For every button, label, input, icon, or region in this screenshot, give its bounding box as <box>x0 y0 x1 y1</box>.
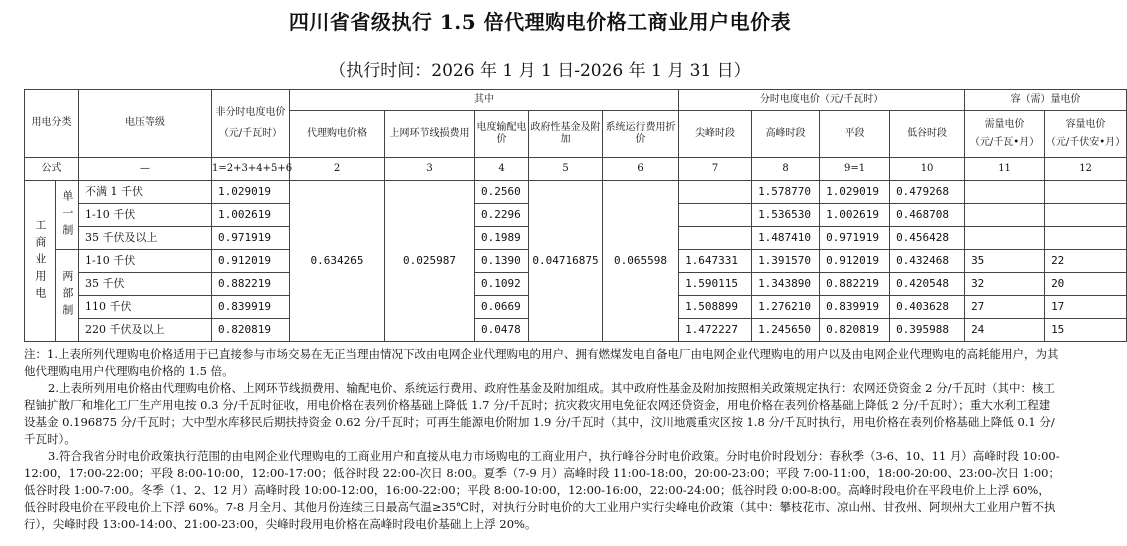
two-part-label: 两部制 <box>56 250 79 342</box>
group-label: 工商业用电 <box>25 181 56 342</box>
gov-fund-cell: 0.04716875 <box>529 181 603 342</box>
header-non-tou-unit: （元/千瓦时） <box>218 127 283 139</box>
single-part-label: 单一制 <box>56 181 79 250</box>
capacity-cell: 20 <box>1045 273 1127 296</box>
formula-c8: 8 <box>752 158 820 181</box>
notes-section <box>24 346 1060 533</box>
header-peak: 高峰时段 <box>752 111 820 158</box>
header-demand-unit: （元/千瓦•月） <box>969 137 1040 148</box>
formula-dash: — <box>79 158 212 181</box>
demand-cell <box>965 181 1045 204</box>
non-tou-cell: 0.971919 <box>212 227 290 250</box>
sharp-cell <box>679 204 752 227</box>
transmission-cell: 0.025987 <box>385 181 475 342</box>
valley-cell: 0.420548 <box>890 273 965 296</box>
system-cost-cell: 0.065598 <box>603 181 679 342</box>
header-non-tou <box>212 90 290 158</box>
header-tou-group: 分时电度电价（元/千瓦时） <box>679 90 965 111</box>
header-voltage: 电压等级 <box>79 90 212 158</box>
distribution-cell: 0.0478 <box>475 319 529 342</box>
page-title: 四川省省级执行 1.5 倍代理购电价格工商业用户电价表 <box>288 10 792 34</box>
note-3: 3.符合我省分时电价政策执行范围的由电网企业代理购电的工商业用户和直接从电力市场购电的工商业用户，执行峰谷分时电价政策。分时电价时段划分：春秋季（3-6、10、11 月）高峰时段 10:00-12:00，17:00-22:00；平段 8:00-10:00，12:00-17:00；低谷时段 22:00-次日 8:00。夏季（7-9 月）高峰时段 11:00-18:00，20:00-23:00；平段 7:00-11:00，18:00-20:00、23:00-次日 1:00；低谷时段 1:00-7:00。冬季（1、2、12 月）高峰时段 10:00-12:00，16:00-22:00；平段 8:00-10:00，12:00-16:00，22:00-24:00；低谷时段 0:00-8:00。高峰时段电价在平段电价上上浮 60%，低谷时段电价在平段电价上下浮 60%。7-8 月全月、其他月份连续三日最高气温≥35℃时，对执行分时电价的大工业用户实行尖峰电价政策（其中：攀枝花市、凉山州、甘孜州、阿坝州大工业用户暂不执行），尖峰时段 13:00-14:00、21:00-23:00，尖峰时段用电价格在高峰时段电价基础上上浮 20%。 <box>24 449 1060 531</box>
formula-c12: 12 <box>1045 158 1127 181</box>
header-gov-fund: 政府性基金及附加 <box>529 111 603 158</box>
formula-c4: 4 <box>475 158 529 181</box>
voltage-cell: 35 千伏 <box>79 273 212 296</box>
formula-c10: 10 <box>890 158 965 181</box>
flat-cell: 0.912019 <box>820 250 890 273</box>
valley-cell: 0.468708 <box>890 204 965 227</box>
capacity-cell <box>1045 181 1127 204</box>
peak-cell: 1.245650 <box>752 319 820 342</box>
non-tou-cell: 1.029019 <box>212 181 290 204</box>
sharp-cell <box>679 181 752 204</box>
formula-row <box>25 158 1127 181</box>
non-tou-cell: 0.839919 <box>212 296 290 319</box>
flat-cell: 1.029019 <box>820 181 890 204</box>
header-purchase-price: 代理购电价格 <box>290 111 385 158</box>
sharp-cell: 1.508899 <box>679 296 752 319</box>
header-capacity-group: 容（需）量电价 <box>965 90 1127 111</box>
demand-cell <box>965 227 1045 250</box>
valley-cell: 0.395988 <box>890 319 965 342</box>
distribution-cell: 0.1390 <box>475 250 529 273</box>
distribution-cell: 0.0669 <box>475 296 529 319</box>
peak-cell: 1.578770 <box>752 181 820 204</box>
capacity-cell: 22 <box>1045 250 1127 273</box>
header-category: 用电分类 <box>25 90 79 158</box>
voltage-cell: 220 千伏及以上 <box>79 319 212 342</box>
distribution-cell: 0.2560 <box>475 181 529 204</box>
demand-cell: 24 <box>965 319 1045 342</box>
formula-c5: 5 <box>529 158 603 181</box>
header-demand <box>965 111 1045 158</box>
peak-cell: 1.391570 <box>752 250 820 273</box>
formula-c3: 3 <box>385 158 475 181</box>
non-tou-cell: 1.002619 <box>212 204 290 227</box>
formula-c6: 6 <box>603 158 679 181</box>
header-capacity-label: 容量电价 <box>1065 118 1106 130</box>
table-row <box>25 181 1127 204</box>
formula-c9: 9=1 <box>820 158 890 181</box>
capacity-cell: 15 <box>1045 319 1127 342</box>
valley-cell: 0.403628 <box>890 296 965 319</box>
header-non-tou-label: 非分时电度电价 <box>215 107 286 118</box>
note-1: 注：1.上表所列代理购电价格适用于已直接参与市场交易在无正当理由情况下改由电网企业代理购电的用户、拥有燃煤发电自备电厂由电网企业代理购电的用户以及由电网企业代理购电的高耗能用户，为其他代理购电用户代理购电价格的 1.5 倍。 <box>24 347 1059 378</box>
valley-cell: 0.479268 <box>890 181 965 204</box>
capacity-cell <box>1045 204 1127 227</box>
formula-c11: 11 <box>965 158 1045 181</box>
flat-cell: 0.820819 <box>820 319 890 342</box>
flat-cell: 0.882219 <box>820 273 890 296</box>
demand-cell: 32 <box>965 273 1045 296</box>
page-subtitle: （执行时间：2026 年 1 月 1 日-2026 年 1 月 31 日） <box>329 61 751 81</box>
distribution-cell: 0.1989 <box>475 227 529 250</box>
distribution-cell: 0.2296 <box>475 204 529 227</box>
header-demand-label: 需量电价 <box>984 118 1025 130</box>
demand-cell <box>965 204 1045 227</box>
peak-cell: 1.343890 <box>752 273 820 296</box>
sharp-cell <box>679 227 752 250</box>
demand-cell: 27 <box>965 296 1045 319</box>
peak-cell: 1.536530 <box>752 204 820 227</box>
price-table <box>24 89 1127 342</box>
formula-c2: 2 <box>290 158 385 181</box>
flat-cell: 1.002619 <box>820 204 890 227</box>
distribution-cell: 0.1092 <box>475 273 529 296</box>
header-system-cost: 系统运行费用折价 <box>603 111 679 158</box>
non-tou-cell: 0.820819 <box>212 319 290 342</box>
header-valley: 低谷时段 <box>890 111 965 158</box>
non-tou-cell: 0.912019 <box>212 250 290 273</box>
flat-cell: 0.971919 <box>820 227 890 250</box>
voltage-cell: 不满 1 千伏 <box>79 181 212 204</box>
flat-cell: 0.839919 <box>820 296 890 319</box>
purchase-price-cell: 0.634265 <box>290 181 385 342</box>
header-capacity <box>1045 111 1127 158</box>
formula-label: 公式 <box>25 158 79 181</box>
header-among: 其中 <box>290 90 679 111</box>
non-tou-cell: 0.882219 <box>212 273 290 296</box>
voltage-cell: 1-10 千伏 <box>79 250 212 273</box>
valley-cell: 0.432468 <box>890 250 965 273</box>
capacity-cell: 17 <box>1045 296 1127 319</box>
peak-cell: 1.487410 <box>752 227 820 250</box>
header-distribution: 电度输配电价 <box>475 111 529 158</box>
capacity-cell <box>1045 227 1127 250</box>
voltage-cell: 110 千伏 <box>79 296 212 319</box>
note-2: 2.上表所列用电价格由代理购电价格、上网环节线损费用、输配电价、系统运行费用、政府性基金及附加组成。其中政府性基金及附加按照相关政策规定执行：农网还贷资金 2 分/千瓦时（其中：核工程铀扩散厂和堆化工厂生产用电按 0.3 分/千瓦时征收，用电价格在表列价格基础上降低 1.7 分/千瓦时；抗灾救灾用电免征农网还贷资金，用电价格在表列价格基础上降低 2 分/千瓦时）；重大水利工程建设基金 0.196875 分/千瓦时；大中型水库移民后期扶持资金 0.62 分/千瓦时；可再生能源电价附加 1.9 分/千瓦时（其中，汶川地震重灾区按 1.8 分/千瓦时执行，用电价格在表列价格基础上降低 0.1 分/千瓦时）。 <box>24 381 1055 446</box>
sharp-cell: 1.647331 <box>679 250 752 273</box>
sharp-cell: 1.472227 <box>679 319 752 342</box>
voltage-cell: 35 千伏及以上 <box>79 227 212 250</box>
peak-cell: 1.276210 <box>752 296 820 319</box>
header-transmission: 上网环节线损费用 <box>385 111 475 158</box>
demand-cell: 35 <box>965 250 1045 273</box>
header-flat: 平段 <box>820 111 890 158</box>
voltage-cell: 1-10 千伏 <box>79 204 212 227</box>
sharp-cell: 1.590115 <box>679 273 752 296</box>
formula-c7: 7 <box>679 158 752 181</box>
valley-cell: 0.456428 <box>890 227 965 250</box>
header-sharp-peak: 尖峰时段 <box>679 111 752 158</box>
header-capacity-unit: （元/千伏安•月） <box>1045 137 1126 148</box>
formula-c1: 1=2+3+4+5+6 <box>212 158 290 181</box>
